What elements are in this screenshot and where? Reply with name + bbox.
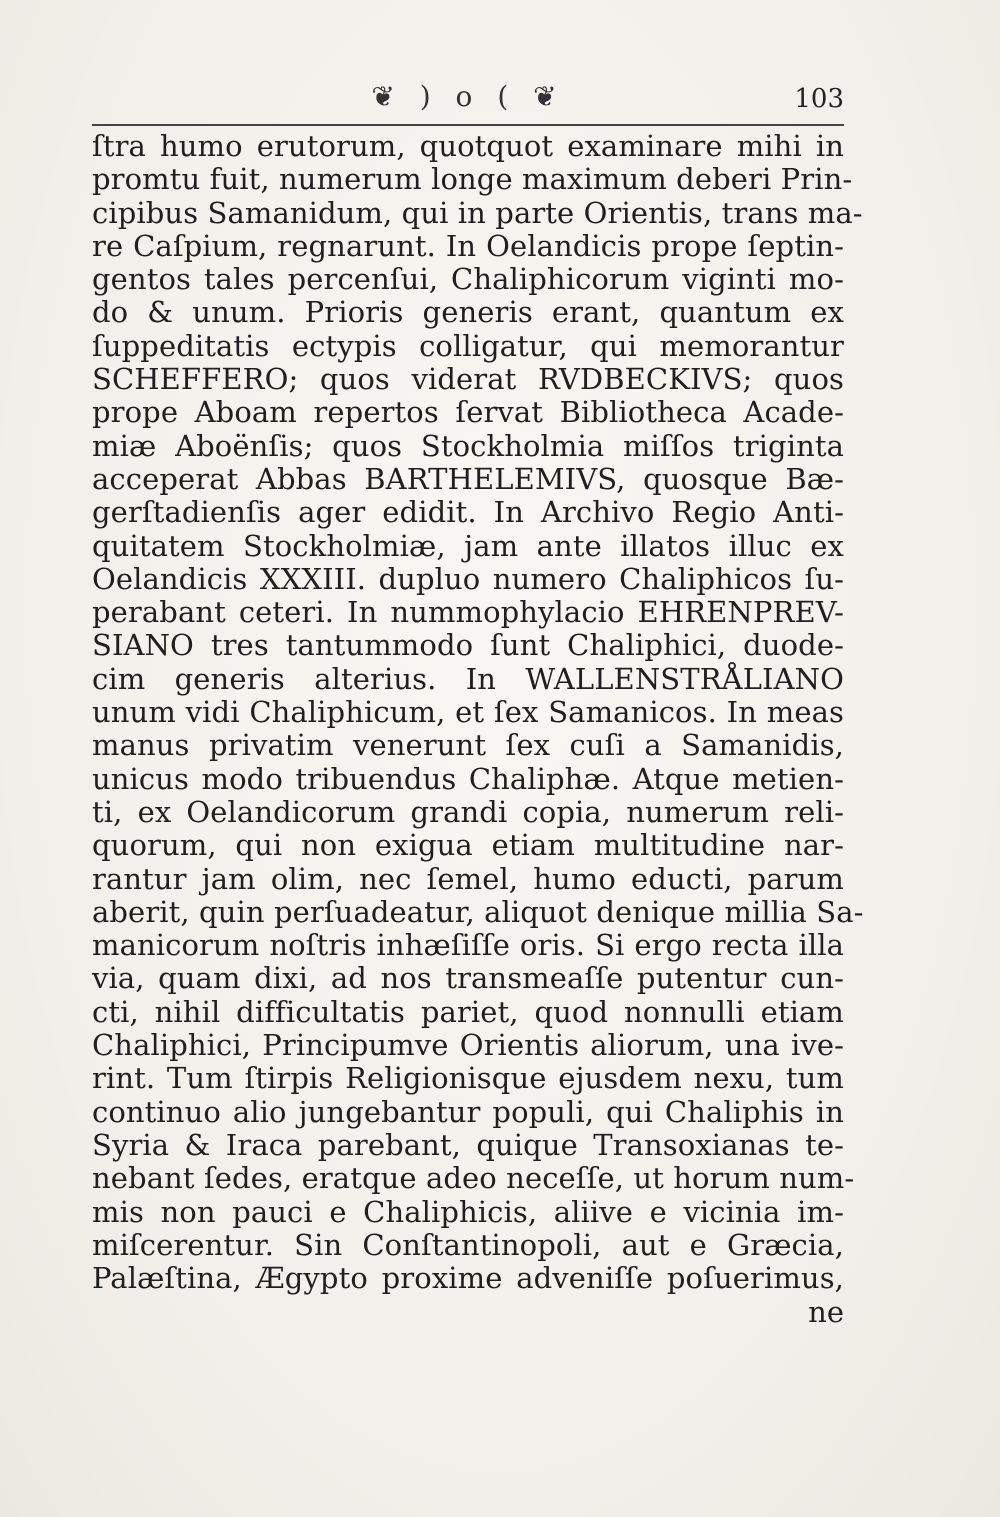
text-line: do & unum. Prioris generis erant, quantum ex [92, 295, 844, 330]
text-line: quorum, qui non exigua etiam multitudine nar- [92, 828, 844, 863]
text-line: Chaliphici, Principumve Orientis aliorum, una ive- [92, 1028, 844, 1063]
page-number: 103 [794, 84, 844, 114]
text-line: Palæſtina, Ægypto proxime adveniſſe poſuerimus, [92, 1261, 844, 1296]
text-line: perabant ceteri. In nummophylacio EHRENPREV- [92, 595, 844, 630]
text-line: rint. Tum ſtirpis Religionisque ejusdem nexu, tum [92, 1061, 844, 1096]
text-line: manus privatim venerunt ſex cuſi a Samanidis, [92, 728, 844, 763]
text-line: Syria & Iraca parebant, quique Transoxianas te- [92, 1127, 844, 1162]
text-line: quitatem Stockholmiæ, jam ante illatos illuc ex [92, 528, 844, 563]
text-line: mis non pauci e Chaliphicis, aliive e vicinia im- [92, 1194, 844, 1229]
text-line: cti, nihil difficultatis pariet, quod nonnulli etiam [92, 994, 844, 1029]
text-line: aberit, quin perſuadeatur, aliquot denique millia Sa- [92, 894, 864, 929]
text-line: re Caſpium, regnarunt. In Oelandicis prope ſeptin- [92, 228, 844, 263]
text-line: rantur jam olim, nec ſemel, humo educti, parum [92, 861, 844, 896]
text-line: continuo alio jungebantur populi, qui Chaliphis in [92, 1094, 844, 1129]
text-line: via, quam dixi, ad nos transmeaſſe putentur cun- [92, 961, 844, 996]
text-line: nebant ſedes, eratque adeo neceſſe, ut horum num- [92, 1161, 855, 1196]
text-line: manicorum noſtris inhæſiſſe oris. Si ergo recta illa [92, 928, 844, 963]
text-line: Oelandicis XXXIII. dupluo numero Chaliphicos ſu- [92, 561, 844, 596]
header-ornament: ❦ ) o ( ❦ [371, 80, 565, 113]
text-line: gerſtadienſis ager edidit. In Archivo Regio Anti- [92, 495, 844, 530]
text-line: SIANO tres tantummodo ſunt Chaliphici, duode- [92, 628, 844, 663]
text-line: miæ Aboënſis; quos Stockholmia miſſos triginta [92, 428, 844, 463]
text-line: cipibus Samanidum, qui in parte Orientis, trans ma- [92, 195, 863, 230]
body-text [92, 129, 864, 1330]
text-line: ſuppeditatis ectypis colligatur, qui memorantur [92, 328, 844, 363]
text-line: unum vidi Chaliphicum, et ſex Samanicos. In meas [92, 695, 844, 730]
header-rule [92, 124, 844, 126]
text-line: gentos tales percenſui, Chaliphicorum viginti mo- [92, 262, 844, 297]
text-line: SCHEFFERO; quos viderat RVDBECKIVS; quos [92, 362, 844, 397]
text-line: miſcerentur. Sin Conſtantinopoli, aut e Græcia, [92, 1227, 844, 1262]
text-line: ſtra humo erutorum, quotquot examinare mihi in [92, 129, 844, 163]
text-line: prope Aboam repertos ſervat Bibliotheca Acade- [92, 395, 844, 430]
text-line: ti, ex Oelandicorum grandi copia, numerum reli- [92, 794, 844, 829]
text-line: unicus modo tribuendus Chaliphæ. Atque metien- [92, 761, 844, 796]
text-line: promtu fuit, numerum longe maximum deberi Prin- [92, 162, 853, 197]
text-line: cim generis alterius. In WALLENSTRÅLIANO [92, 661, 844, 696]
text-line: acceperat Abbas BARTHELEMIVS, quosque Bæ- [92, 461, 844, 496]
running-header [92, 78, 844, 118]
catchword: ne [808, 1295, 844, 1330]
